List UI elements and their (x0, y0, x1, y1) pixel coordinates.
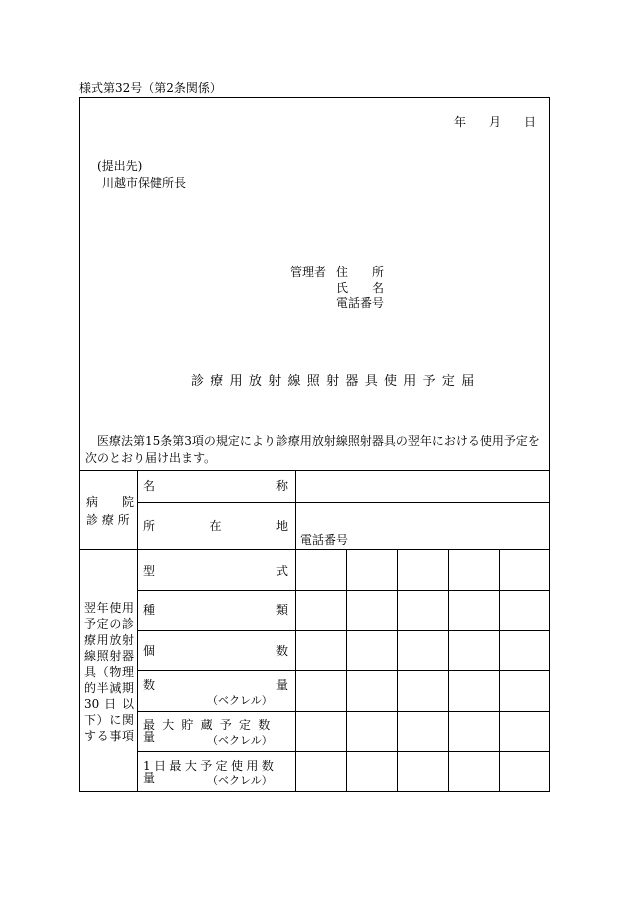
label-char: 個 (143, 644, 156, 658)
column-line (448, 549, 449, 792)
label-char: 名 (143, 479, 156, 493)
label-char: 称 (275, 479, 288, 493)
facility-header (86, 495, 135, 527)
table-top-line (79, 470, 550, 471)
usage-header-line: 的半減期 (84, 681, 134, 695)
column-line (397, 549, 398, 792)
usage-row-count-label (143, 645, 288, 657)
label-char: 所 (143, 519, 156, 533)
manager-tel-label: 電話番号 (336, 296, 385, 310)
declaration-text: 医療法第15条第3項の規定により診療用放射線照射器具の翌年における使用予定を次のとおり届け出ます。 (85, 434, 540, 465)
manager-name-label: 氏 名 (336, 281, 385, 295)
recipient-label: (提出先) (97, 159, 143, 173)
row-line (137, 711, 550, 712)
usage-row-quantity-label (143, 679, 288, 691)
column-line (295, 470, 296, 792)
recipient-name: 川越市保健所長 (102, 176, 187, 190)
usage-header-line: 療用放射 (84, 633, 134, 647)
form-number-label: 様式第32号（第2条関係） (79, 81, 222, 95)
label-char: 数 (275, 644, 288, 658)
row-line (137, 590, 550, 591)
usage-header (84, 600, 134, 744)
manager-label: 管理者 (290, 265, 327, 279)
usage-row-max-storage-unit: （ベクレル） (207, 734, 273, 747)
usage-header-line: 翌年使用 (84, 601, 134, 615)
usage-row-daily-max-label: 1日最大予定使用数量 (143, 759, 278, 785)
facility-name-label (143, 480, 288, 492)
document-title: 診療用放射線照射器具使用予定届 (191, 374, 481, 389)
label-char: 種 (143, 603, 156, 617)
column-line (346, 549, 347, 792)
facility-location-label (143, 520, 288, 532)
facility-header-clinic: 診 療 所 (86, 513, 130, 527)
row-line (137, 502, 550, 503)
row-line (137, 670, 550, 671)
usage-header-line: 予定の診 (84, 617, 134, 631)
usage-row-quantity-unit: （ベクレル） (207, 694, 273, 707)
label-char: 型 (143, 564, 156, 578)
facility-tel-label: 電話番号 (300, 533, 349, 547)
row-line (137, 751, 550, 752)
usage-row-model-label (143, 565, 288, 577)
date-year-label: 年 (454, 115, 467, 129)
row-line (137, 630, 550, 631)
usage-header-line: 30 日 以 (84, 697, 134, 711)
label-char: 類 (275, 603, 288, 617)
usage-header-line: 具（物理 (84, 665, 134, 679)
date-day-label: 日 (524, 115, 537, 129)
label-char: 式 (275, 564, 288, 578)
column-line (137, 470, 138, 792)
usage-header-line: 下）に関 (84, 713, 134, 727)
manager-address-label: 住 所 (336, 265, 385, 279)
usage-header-line: 線照射器 (84, 649, 134, 663)
section-line (79, 549, 550, 550)
date-month-label: 月 (489, 115, 502, 129)
label-char: 数 (143, 678, 156, 692)
usage-row-type-label (143, 604, 288, 616)
facility-header-hospital: 病 院 (86, 495, 135, 509)
label-char: 在 (209, 519, 222, 533)
usage-header-line: する事項 (84, 729, 134, 743)
column-line (499, 549, 500, 792)
label-char: 量 (275, 678, 288, 692)
label-char: 地 (275, 519, 288, 533)
usage-row-daily-max-unit: （ベクレル） (207, 774, 273, 787)
usage-row-max-storage-label: 最大貯蔵予定数量 (143, 718, 278, 744)
